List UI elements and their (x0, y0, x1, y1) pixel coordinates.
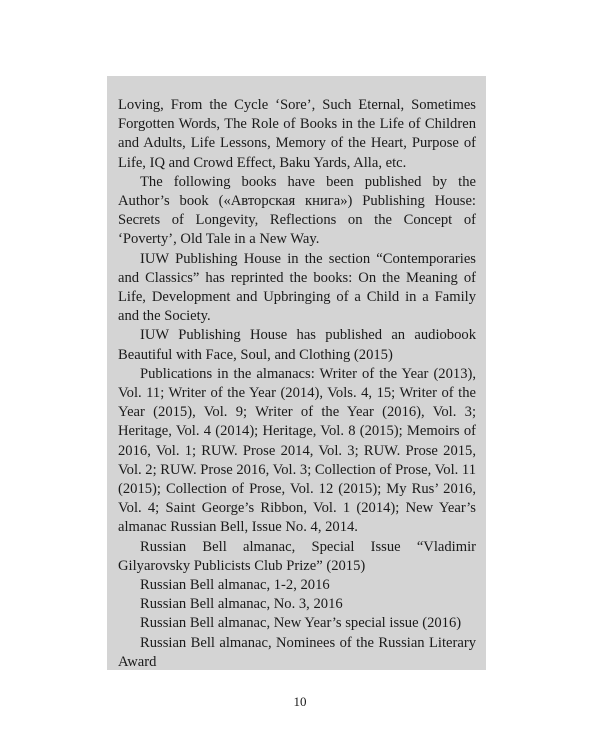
text-panel (107, 76, 486, 670)
paragraph-4: IUW Publishing House has published an audiobook Beautiful with Face, Soul, and Clothing (2015) (118, 327, 476, 363)
paragraph-8: Russian Bell almanac, No. 3, 2016 (140, 596, 343, 613)
paragraph-7: Russian Bell almanac, 1-2, 2016 (140, 577, 330, 594)
paragraph-6: Russian Bell almanac, Special Issue “Vladimir Gilyarovsky Publicists Club Prize” (2015) (118, 538, 476, 574)
paragraph-2: The following books have been published by the Author’s book («Авторская книга») Publishing House: Secrets of Longevity, Reflections on the Concept of ‘Poverty’, Old Tale in a New Way. (118, 173, 476, 248)
paragraph-5: Publications in the almanacs: Writer of the Year (2013), Vol. 11; Writer of the Year (2014), Vols. 4, 15; Writer of the Year (2015), Vol. 9; Writer of the Year (2016), Vol. 3; Heritage, Vol. 4 (2014); Heritage, Vol. 8 (2015); Memoirs of 2016, Vol. 1; RUW. Prose 2014, Vol. 3; RUW. Prose 2015, Vol. 2; RUW. Prose 2016, Vol. 3; Collection of Prose, Vol. 11 (2015); Collection of Prose, Vol. 12 (2015); My Rus’ 2016, Vol. 4; Saint George’s Ribbon, Vol. 1 (2014); New Year’s almanac Russian Bell, Issue No. 4, 2014. (118, 365, 476, 536)
paragraph-1: Loving, From the Cycle ‘Sore’, Such Eternal, Sometimes Forgotten Words, The Role of Books in the Life of Children and Adults, Life Lessons, Memory of the Heart, Purpose of Life, IQ and Crowd Effect, Baku Yards, Alla, etc. (118, 97, 476, 171)
paragraph-3: IUW Publishing House in the section “Contemporaries and Classics” has reprinted the books: On the Meaning of Life, Development and Upbringing of a Child in a Family and the Society. (118, 250, 476, 325)
page-number: 10 (293, 694, 307, 709)
paragraph-9: Russian Bell almanac, New Year’s special issue (2016) (140, 615, 462, 632)
paragraph-10: Russian Bell almanac, Nominees of the Russian Literary Award (118, 634, 476, 670)
